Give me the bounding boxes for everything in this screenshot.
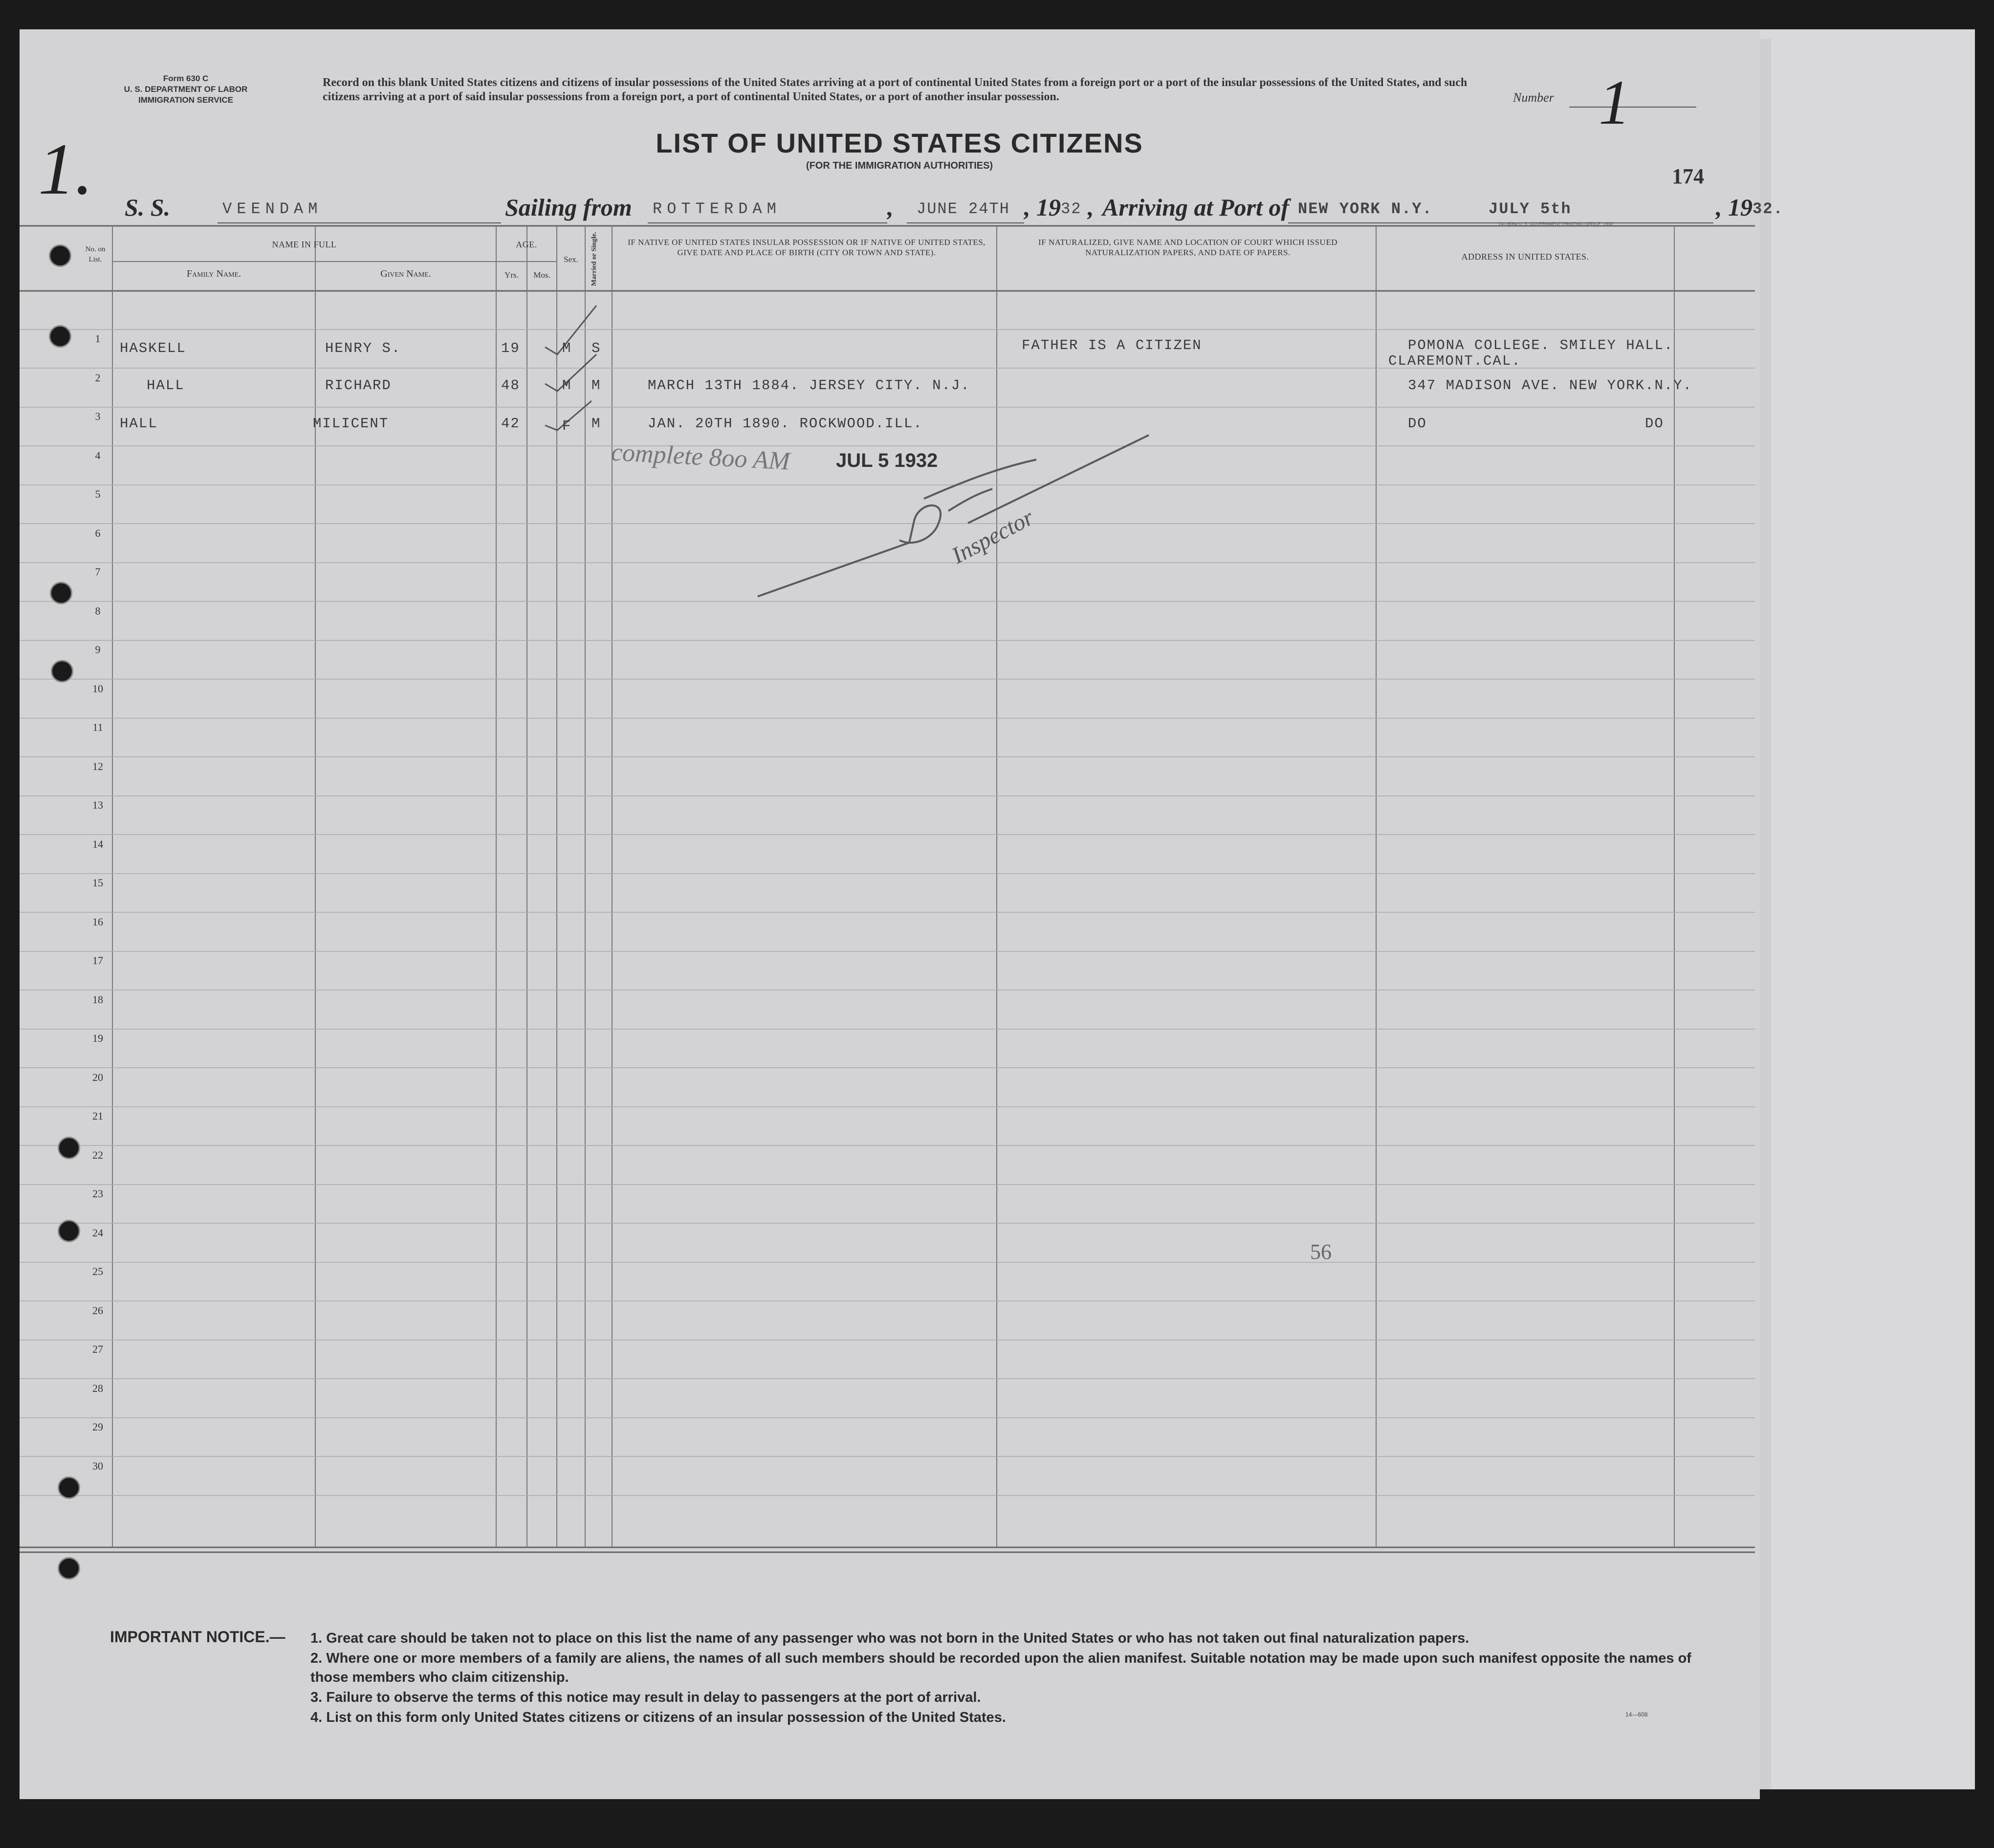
row-number: 15 (92, 877, 103, 889)
row-number: 11 (92, 721, 103, 733)
arrival-port: NEW YORK N.Y. (1298, 200, 1433, 218)
header-naturalization: IF NATURALIZED, GIVE NAME AND LOCATION OF COURT WHICH ISSUED NATURALIZATION PAPERS, AND DATE OF PAPERS. (1038, 238, 1337, 257)
row-number: 19 (92, 1032, 103, 1044)
binding-hole (51, 660, 73, 682)
row-number: 27 (92, 1343, 103, 1355)
row-number: 9 (95, 643, 101, 656)
row-number: 24 (92, 1227, 103, 1239)
inspector-title: Inspector (947, 504, 1038, 569)
departure-year: 32 (1061, 200, 1082, 218)
complete-note: complete 8oo AM (610, 438, 791, 476)
row-number: 22 (92, 1149, 103, 1161)
binding-hole (58, 1137, 80, 1159)
header-birth-info: IF NATIVE OF UNITED STATES INSULAR POSSESSION OR IF NATIVE OF UNITED STATES, GIVE DATE AND PLACE OF BIRTH (CITY OR TOWN AND STATE). (628, 238, 986, 257)
row-number: 12 (92, 760, 103, 772)
page-number: 174 (1672, 164, 1704, 188)
printer-note: 14—608a U. S. GOVERNMENT PRINTING OFFICE: 1930 (1498, 221, 1613, 226)
age-yrs-cell: 42 (501, 416, 520, 432)
notice-item: 1. Great care should be taken not to place on this list the name of any passenger who was not born in the United States or who has not taken out final naturalization papers. (310, 1630, 1469, 1646)
row-number: 18 (92, 993, 103, 1006)
age-yrs-cell: 48 (501, 377, 520, 394)
row-number: 23 (92, 1188, 103, 1200)
notice-item: 3. Failure to observe the terms of this notice may result in delay to passengers at the port of arrival. (310, 1690, 981, 1705)
row-number: 30 (92, 1460, 103, 1472)
naturalization-cell: FATHER IS A CITIZEN (1022, 337, 1202, 353)
arriving-label: Arriving at Port of (1102, 194, 1289, 221)
voyage-line: S. S. VEENDAM Sailing from ROTTERDAM , JUNE 24TH , 19 32 , Arriving at Port of NEW YORK N.Y. JULY 5th , 19 32. (125, 193, 1738, 227)
address-cell: DO (1408, 416, 1427, 432)
date-stamp: JUL 5 1932 (836, 450, 938, 471)
departure-year-prefix: 19 (1036, 194, 1061, 221)
header-no-on-list: No. on List. (85, 245, 106, 264)
marital-cell: M (592, 416, 601, 432)
row-number: 5 (95, 488, 101, 500)
row-number: 20 (92, 1071, 103, 1083)
binding-hole (49, 244, 71, 267)
binding-hole (58, 1220, 80, 1242)
form-number: Form 630 C (163, 74, 209, 83)
department: U. S. DEPARTMENT OF LABOR (124, 85, 248, 94)
arrival-date: JULY 5th (1489, 200, 1572, 218)
header-mos: Mos. (533, 270, 550, 280)
row-number: 13 (92, 799, 103, 811)
ship-name: VEENDAM (222, 200, 323, 218)
page-title: LIST OF UNITED STATES CITIZENS (656, 128, 1143, 158)
binding-hole (49, 325, 71, 348)
print-code: 14—608 (1625, 1711, 1648, 1718)
given-name-cell: HENRY S. (325, 340, 401, 356)
sex-cell: M (562, 377, 572, 394)
header-yrs: Yrs. (504, 270, 519, 280)
service: IMMIGRATION SERVICE (138, 95, 233, 105)
family-name-cell: HALL (120, 416, 158, 432)
header-sex: Sex. (564, 255, 578, 264)
birth-cell: MARCH 13TH 1884. JERSEY CITY. N.J. (648, 377, 970, 394)
number-value: 1 (1599, 67, 1630, 138)
family-name-cell: HALL (147, 377, 185, 394)
address-cell: POMONA COLLEGE. SMILEY HALL. (1408, 337, 1674, 353)
instructions-text: Record on this blank United States citizens and citizens of insular possessions of the United States arriving at a port of continental United States from a foreign port or a port of the insular possessions of the United States, and such citizens arriving at a port of said insular possessions from a foreign port, a port of continental United States, or a port of another insular possession. (323, 76, 1468, 103)
page-subtitle: (FOR THE IMMIGRATION AUTHORITIES) (806, 160, 993, 171)
row-number: 25 (92, 1265, 103, 1277)
notice-item: 2. Where one or more members of a family are aliens, the names of all such members should be recorded upon the alien manifest. Suitable notation may be made upon such manifest opposite the names of those members who claim citizenship. (310, 1650, 1691, 1685)
header-married-or-single: Married or Single. (591, 232, 598, 286)
backing-sheet (1760, 29, 1975, 1789)
sailing-from-label: Sailing from (505, 194, 632, 221)
row-number: 10 (92, 682, 103, 695)
header-address: ADDRESS IN UNITED STATES. (1461, 252, 1589, 262)
row-number: 16 (92, 916, 103, 928)
row-number: 28 (92, 1382, 103, 1394)
departure-date: JUNE 24TH (917, 200, 1010, 218)
sex-cell: F (562, 418, 572, 434)
marital-cell: S (592, 340, 601, 356)
pencil-number: 56 (1310, 1240, 1332, 1264)
row-number: 8 (95, 605, 101, 617)
header-family-name: Family Name. (186, 268, 241, 279)
row-number: 2 (95, 372, 101, 384)
ss-label: S. S. (125, 194, 171, 221)
marital-cell: M (592, 377, 601, 394)
address-cell: 347 MADISON AVE. NEW YORK.N.Y. (1408, 377, 1693, 394)
departure-port: ROTTERDAM (653, 200, 781, 218)
row-number: 1 (95, 332, 101, 345)
age-yrs-cell: 19 (501, 340, 520, 356)
binding-hole (58, 1476, 80, 1499)
row-number: 29 (92, 1421, 103, 1433)
row-number: 3 (95, 410, 101, 422)
row-number: 7 (95, 566, 101, 578)
header-age: AGE. (516, 240, 537, 249)
margin-handwritten-mark: 1. (38, 129, 93, 210)
row-number: 6 (95, 527, 101, 539)
binding-hole (50, 582, 72, 604)
birth-cell: JAN. 20TH 1890. ROCKWOOD.ILL. (648, 416, 923, 432)
number-label: Number (1513, 90, 1554, 105)
manifest-page (20, 29, 1784, 1799)
inspector-signature (758, 435, 1149, 596)
row-number: 14 (92, 838, 103, 850)
table-grid (20, 29, 1760, 1799)
address-ditto-cell: DO (1645, 416, 1664, 432)
notice-item: 4. List on this form only United States citizens or citizens of an insular possession of the United States. (310, 1710, 1006, 1725)
arrival-year: 32. (1753, 200, 1784, 218)
header-given-name: Given Name. (380, 268, 431, 279)
row-number: 21 (92, 1110, 103, 1122)
row-number: 17 (92, 954, 103, 967)
family-name-cell: HASKELL (120, 340, 186, 356)
row-number: 26 (92, 1304, 103, 1317)
given-name-cell: RICHARD (325, 377, 392, 394)
notice-title: IMPORTANT NOTICE.— (110, 1628, 285, 1646)
sex-cell: M (562, 340, 572, 356)
row-number: 4 (95, 449, 101, 462)
address-line2-cell: CLAREMONT.CAL. (1388, 353, 1521, 369)
arrival-year-prefix: 19 (1728, 194, 1753, 221)
binding-hole (58, 1557, 80, 1580)
header-name-in-full: NAME IN FULL (272, 240, 337, 249)
given-name-cell: MILICENT (313, 416, 389, 432)
